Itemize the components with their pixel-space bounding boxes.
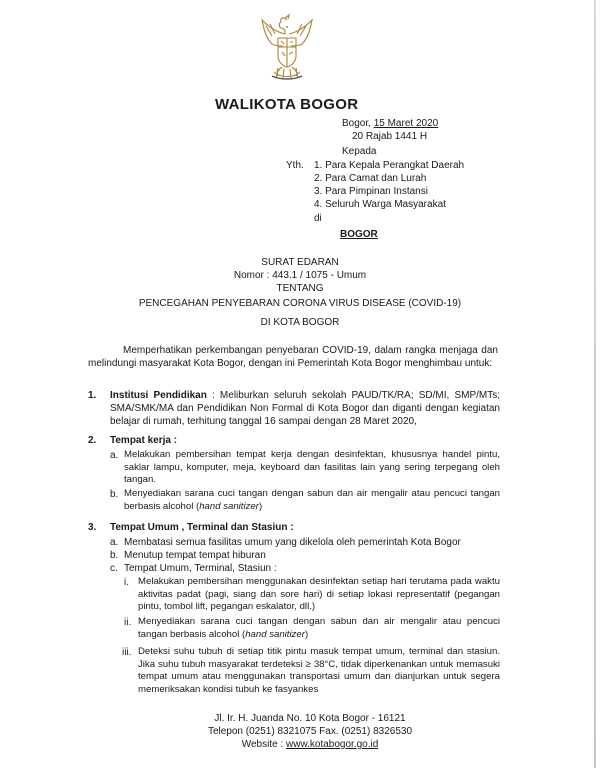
point-3c-iii-text: Deteksi suhu tubuh di setiap titik pintu masuk tempat umum, terminal dan stasiun. Jika suhu tubuh masyarakat terdeteksi ≥ 38°C, tidak diperkenankan untuk memasuki tempat umum atau menggunakan transportasi umum dan dianjurkan untuk segera memeriksakan kondisi tubuh ke fasyankes [138,646,500,695]
recipient-item: 2. Para Camat dan Lurah [314,173,427,184]
roman-label: i. [124,577,129,588]
footer-phone: Telepon (0251) 8321075 Fax. (0251) 8326530 [207,726,413,737]
intro-paragraph: Memperhatikan perkembangan penyebaran COVID-19, dalam rangka menjaga dan melindungi masyarakat Kota Bogor, dengan ini Pemerintah Kota Bogor menghimbau untuk: [88,345,498,369]
footer-website-line [160,738,460,751]
date-prefix: Bogor, [342,118,371,129]
di-label: di [314,213,322,224]
subject-line-2: DI KOTA BOGOR [260,317,340,328]
point-3b-text: Menutup tempat tempat hiburan [124,550,266,561]
place-name: BOGOR [340,229,378,240]
date-block [342,117,438,130]
sub-label: a. [110,537,119,548]
point-2a-text: Melakukan pembersihan tempat kerja dengan desinfektan, khususnya handel pintu, saklar lampu, komputer, meja, keyboard dan fasilitas lain yang sering terpegang oleh tangan. [124,449,500,485]
point-3c-ii-em: hand sanitizer [245,628,305,640]
point-2b-em: hand sanitizer [199,500,259,512]
roman-label: ii. [124,617,132,628]
point-2b-end: ) [258,500,263,512]
footer-website-link[interactable]: www.kotabogor.go.id [286,739,379,750]
point-number: 3. [88,522,97,533]
subject-line-1: PENCEGAHAN PENYEBARAN CORONA VIRUS DISEASE (COVID-19) [138,298,462,309]
sub-label: b. [110,550,119,561]
sub-label: b. [110,489,119,500]
roman-label: iii. [122,647,132,658]
point-1-paragraph [110,389,500,428]
recipient-item: 1. Para Kepala Perangkat Daerah [314,160,465,171]
sub-label: c. [110,563,118,574]
point-number: 1. [88,390,97,401]
point-3c-ii-end: ) [304,628,309,640]
point-3c-ii-paragraph [138,616,500,641]
point-2b-paragraph [124,488,500,513]
point-3-title: Tempat Umum , Terminal dan Stasiun : [110,522,294,533]
point-2-title: Tempat kerja : [110,435,178,446]
sub-label: a. [110,450,119,461]
garuda-emblem-icon [256,12,318,84]
letter-number: Nomor : 443.1 / 1075 - Umum [233,270,367,281]
letter-type: SURAT EDARAN [261,257,339,268]
point-3a-text: Membatasi semua fasilitas umum yang dikelola oleh pemerintah Kota Bogor [124,537,461,548]
kepada-label: Kepada [342,146,377,157]
letter-heading: WALIKOTA BOGOR [215,96,359,113]
point-number: 2. [88,435,97,446]
point-1-title: Institusi Pendidikan [110,390,207,401]
point-3c-i-text: Melakukan pembersihan menggunakan desinfektan setiap hari terutama pada waktu aktivitas padat (pagi, siang dan sore hari) di setiap lokasi representatif (pegangan pintu, tombol lift, pegangan eskalator, dll.) [138,576,500,612]
yth-label: Yth. [286,160,304,171]
point-3c-ii-text: Menyediakan sarana cuci tangan dengan sabun dan air mengalir atau pencuci tangan berbasis alcohol ( [138,616,500,640]
tentang-label: TENTANG [276,283,324,294]
point-3c-text: Tempat Umum, Terminal, Stasiun : [124,563,277,574]
scan-edge-divider [594,0,596,768]
date-masehi: 15 Maret 2020 [373,118,439,129]
recipient-item: 4. Seluruh Warga Masyarakat [314,199,446,210]
point-1-text: : Meliburkan seluruh sekolah PAUD/TK/RA; SD/MI, SMP/MTs; SMA/SMK/MA dan Pendidikan Non Formal di Kota Bogor dan diganti dengan kegiatan belajar di rumah, terhitung tanggal 16 sampai dengan 28 Maret 2020, [110,390,501,427]
footer-address: Jl. Ir. H. Juanda No. 10 Kota Bogor - 16121 [214,713,406,724]
recipient-item: 3. Para Pimpinan Instansi [314,186,428,197]
date-hijri: 20 Rajab 1441 H [352,131,428,142]
point-2b-text: Menyediakan sarana cuci tangan dengan sabun dan air mengalir atau pencuci tangan berbasis alcohol ( [124,488,500,512]
footer-website-label: Website : [241,739,286,750]
